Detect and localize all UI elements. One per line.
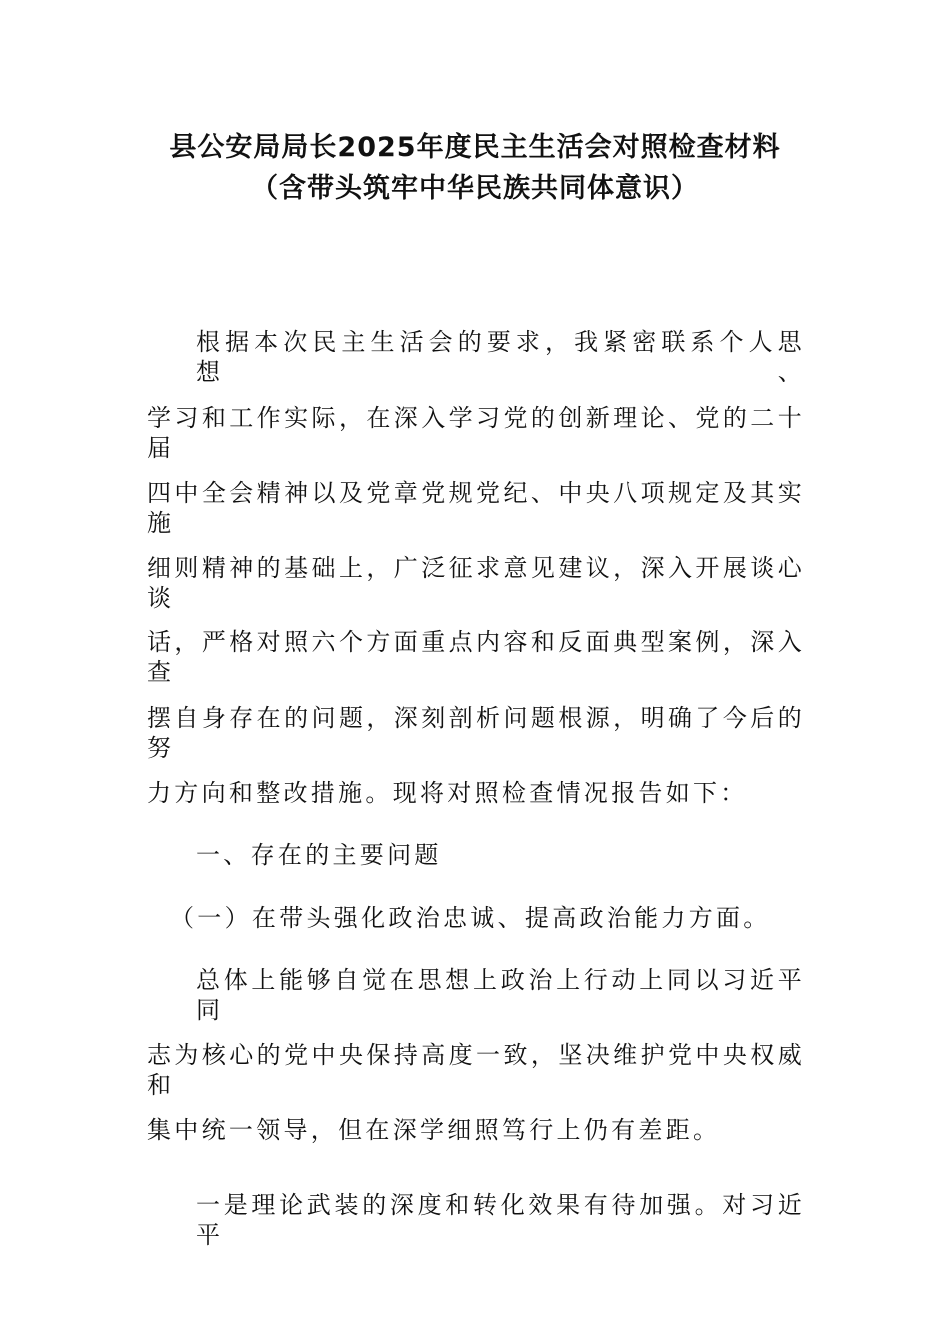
- document-title: 县公安局局长2025年度民主生活会对照检查材料: [169, 132, 781, 163]
- body-line: 学习和工作实际，在深入学习党的创新理论、党的二十届: [147, 404, 805, 462]
- body-line: 话，严格对照六个方面重点内容和反面典型案例，深入查: [147, 628, 805, 686]
- body-line: 四中全会精神以及党章党规党纪、中央八项规定及其实施: [147, 479, 805, 537]
- document-subtitle: （含带头筑牢中华民族共同体意识）: [251, 173, 699, 204]
- body-line: 根据本次民主生活会的要求，我紧密联系个人思想、: [196, 328, 805, 386]
- body-line: 集中统一领导，但在深学细照笃行上仍有差距。: [147, 1116, 721, 1144]
- body-line: 力方向和整改措施。现将对照检查情况报告如下：: [147, 779, 748, 807]
- body-line: 细则精神的基础上，广泛征求意见建议，深入开展谈心谈: [147, 554, 805, 612]
- body-line: 总体上能够自觉在思想上政治上行动上同以习近平同: [196, 966, 805, 1024]
- body-line: 一是理论武装的深度和转化效果有待加强。对习近平: [196, 1191, 805, 1249]
- section-heading: 一、存在的主要问题: [196, 841, 442, 869]
- body-line: 志为核心的党中央保持高度一致，坚决维护党中央权威和: [147, 1041, 805, 1099]
- subsection-heading: （一）在带头强化政治忠诚、提高政治能力方面。: [170, 904, 771, 932]
- body-line: 摆自身存在的问题，深刻剖析问题根源，明确了今后的努: [147, 704, 805, 762]
